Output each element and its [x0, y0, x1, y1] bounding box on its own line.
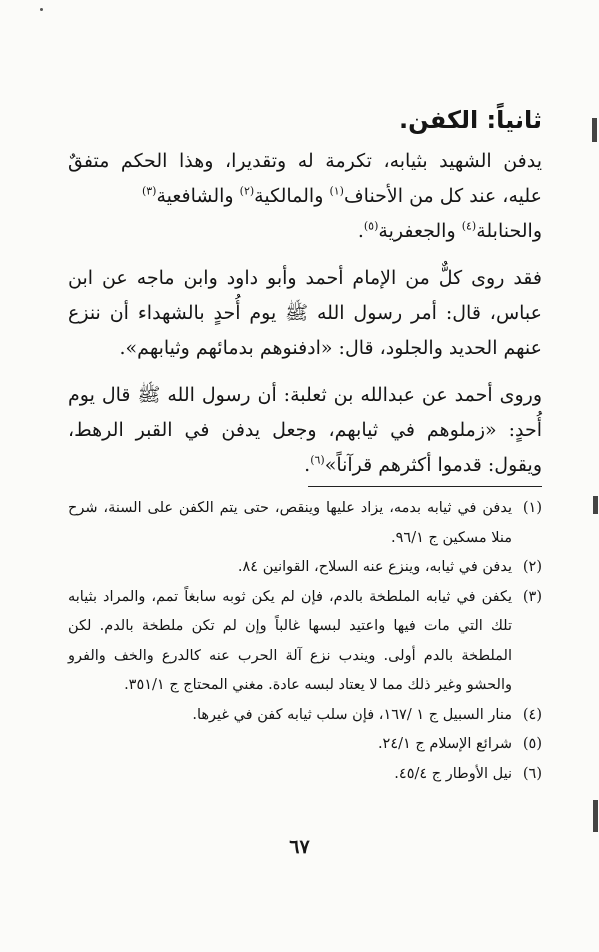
footnote-ref-6: (٦)	[310, 453, 325, 467]
scan-speck	[40, 8, 43, 11]
footnote-text: نيل الأوطار ج ٤٥/٤.	[394, 765, 512, 782]
footnote-3	[68, 583, 542, 701]
footnote-number: (٢)	[522, 559, 542, 575]
paragraph-text: .	[357, 220, 364, 242]
footnote-text: شرائع الإسلام ج ٢٤/١.	[377, 736, 512, 752]
paragraph-ahmad-narration	[68, 378, 542, 483]
footnote-number: (٥)	[522, 736, 542, 752]
scan-edge-mark	[592, 118, 597, 142]
paragraph-text: وروى أحمد عن عبدالله بن ثعلبة: أن رسول الله ﷺ قال يوم أُحدٍ: «زملوهم في ثيابهم، وجعل يدفن في القبر الرهط، ويقول: قدموا أكثرهم قرآناً»	[68, 384, 542, 476]
footnote-number: (٣)	[522, 588, 542, 605]
footnote-4	[68, 701, 542, 731]
footnote-number: (١)	[522, 500, 542, 516]
footnotes-section	[68, 494, 542, 789]
scan-edge-mark	[593, 800, 598, 832]
paragraph-text: والجعفرية	[378, 220, 462, 242]
footnote-number: (٤)	[522, 706, 542, 723]
paragraph-text: والشافعية	[156, 185, 240, 207]
footnote-ref-1: (١)	[329, 184, 344, 198]
section-heading: ثانياً: الكفن.	[399, 106, 542, 134]
footnote-text: يدفن في ثيابه، وينزع عنه السلاح، القوانين ٨٤.	[237, 559, 512, 575]
main-text	[68, 100, 542, 483]
page-number: ٦٧	[289, 836, 310, 858]
paragraph-text: يدفن الشهيد بثيابه، تكرمة له وتقديرا، وهذا الحكم متفقٌ عليه، عند كل من الأحناف	[68, 150, 542, 207]
footnote-ref-4: (٤)	[461, 219, 477, 233]
footnote-ref-3: (٣)	[141, 184, 157, 198]
footnote-ref-5: (٥)	[363, 219, 379, 233]
footnote-text: يدفن في ثيابه بدمه، يزاد عليها وينقص، حتى يتم الكفن على السنة، شرح منلا مسكين ج ٩٦/١.	[68, 500, 512, 546]
paragraph-text: والمالكية	[254, 185, 330, 207]
footnote-1	[68, 494, 542, 553]
scan-edge-mark	[593, 496, 598, 514]
footnote-5	[68, 730, 542, 760]
footnote-6	[68, 760, 542, 790]
paragraph-shroud-ruling	[68, 144, 542, 249]
footnote-number: (٦)	[522, 765, 542, 782]
footnote-divider	[308, 486, 542, 487]
paragraph-ibn-abbas-narration: فقد روى كلٌّ من الإمام أحمد وأبو داود وابن ماجه عن ابن عباس، قال: أمر رسول الله ﷺ يوم أُحدٍ بالشهداء أن ننزع عنهم الحديد والجلود، قال: «ادفنوهم بدمائهم وثيابهم».	[68, 267, 542, 359]
footnote-text: يكفن في ثيابه الملطخة بالدم، فإن لم يكن ثوبه سابغاً تمم، والمراد بثيابه تلك التي مات فيها واعتيد لبسها غالباً وإن لم تكن ملطخة بالدم. لكن الملطخة بالدم أولى. ويندب نزع آلة الحرب عنه كالدرع والخف والفرو والحشو وغير ذلك مما لا يعتاد لبسه عادة. مغني المحتاج ج ٣٥١/١.	[68, 588, 512, 693]
footnote-text: منار السبيل ج ١ /١٦٧، فإن سلب ثيابه كفن في غيرها.	[192, 706, 512, 723]
paragraph-text: .	[304, 454, 311, 476]
paragraph-text: والحنابلة	[476, 220, 542, 242]
footnote-2	[68, 553, 542, 583]
footnote-ref-2: (٢)	[239, 184, 255, 198]
